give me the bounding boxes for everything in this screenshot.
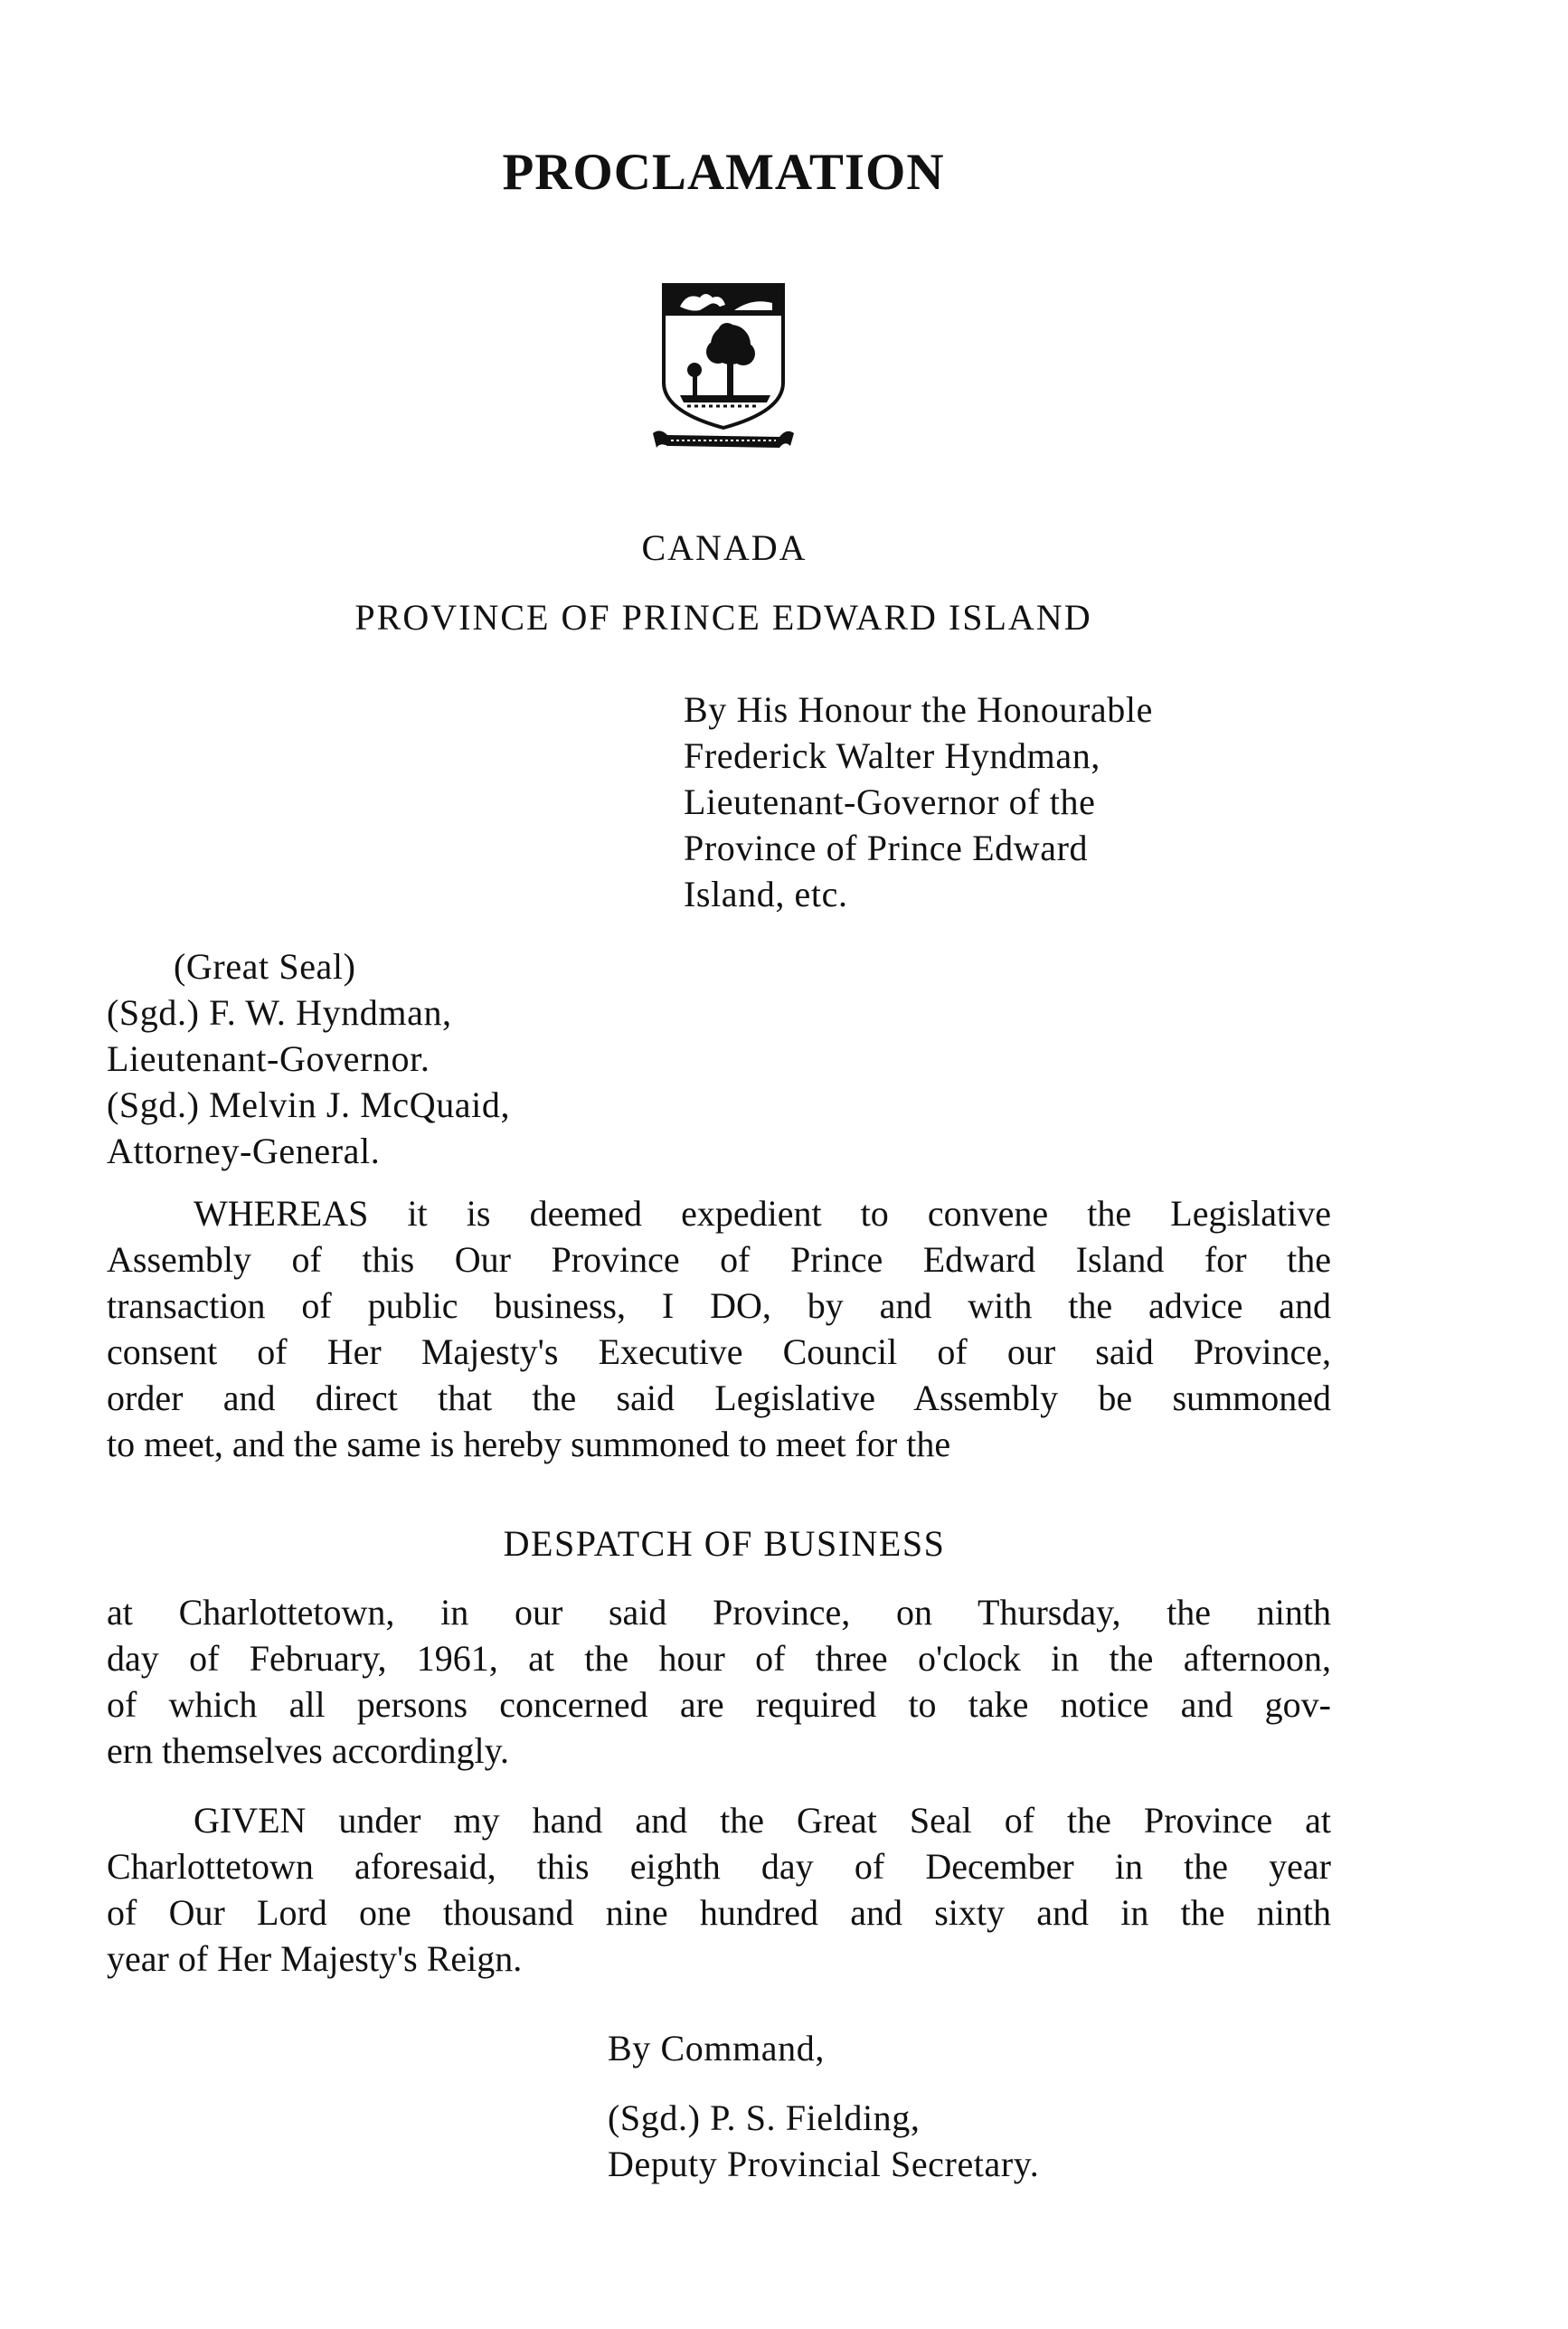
paragraph-line: Assembly of this Our Province of Prince Edward Island for the [107,1239,1331,1280]
signatory-line: Lieutenant-Governor. [107,1038,430,1079]
deputy-line: Deputy Provincial Secretary. [608,2144,1040,2184]
pei-coat-of-arms-icon [644,276,803,457]
by-his-honour-block [684,686,1153,917]
paragraph-line: of which all persons concerned are required to take notice and gov- [107,1684,1331,1725]
charlottetown-paragraph [107,1589,1331,1774]
paragraph-line: ern themselves accordingly. [107,1730,510,1771]
paragraph-line: transaction of public business, I DO, by and with the advice and [107,1285,1331,1326]
honour-line: Island, etc. [684,874,848,914]
by-command-label: By Command, [608,2028,825,2069]
paragraph-line: WHEREAS it is deemed expedient to convene the Legislative [194,1193,1331,1234]
paragraph-line: day of February, 1961, at the hour of three o'clock in the afternoon, [107,1638,1331,1679]
deputy-signature-block [608,2095,1039,2187]
despatch-heading: DESPATCH OF BUSINESS [503,1523,946,1564]
paragraph-line: at Charlottetown, in our said Province, on Thursday, the ninth [107,1592,1331,1633]
honour-line: Lieutenant-Governor of the [684,781,1096,822]
honour-line: By His Honour the Honourable [684,689,1153,730]
jurisdiction-country: CANADA [641,527,808,568]
deputy-line: (Sgd.) P. S. Fielding, [608,2097,921,2138]
signatory-line: (Sgd.) F. W. Hyndman, [107,992,452,1033]
paragraph-line: consent of Her Majesty's Executive Council of our said Province, [107,1331,1331,1372]
honour-line: Frederick Walter Hyndman, [684,735,1100,776]
document-title: PROCLAMATION [502,144,945,201]
paragraph-line: to meet, and the same is hereby summoned to meet for the [107,1424,951,1464]
signatories-block [107,989,510,1174]
paragraph-line: GIVEN under my hand and the Great Seal of the Province at [194,1800,1331,1841]
given-paragraph [107,1797,1331,1982]
paragraph-line: order and direct that the said Legislative Assembly be summoned [107,1378,1331,1418]
great-seal-label: (Great Seal) [174,946,356,987]
whereas-paragraph [107,1190,1331,1467]
paragraph-line: Charlottetown aforesaid, this eighth day of December in the year [107,1846,1331,1887]
signatory-line: Attorney-General. [107,1131,381,1171]
paragraph-line: year of Her Majesty's Reign. [107,1938,523,1979]
jurisdiction-province: PROVINCE OF PRINCE EDWARD ISLAND [354,597,1092,638]
honour-line: Province of Prince Edward [684,828,1089,868]
paragraph-line: of Our Lord one thousand nine hundred and sixty and in the ninth [107,1892,1331,1933]
signatory-line: (Sgd.) Melvin J. McQuaid, [107,1084,511,1125]
